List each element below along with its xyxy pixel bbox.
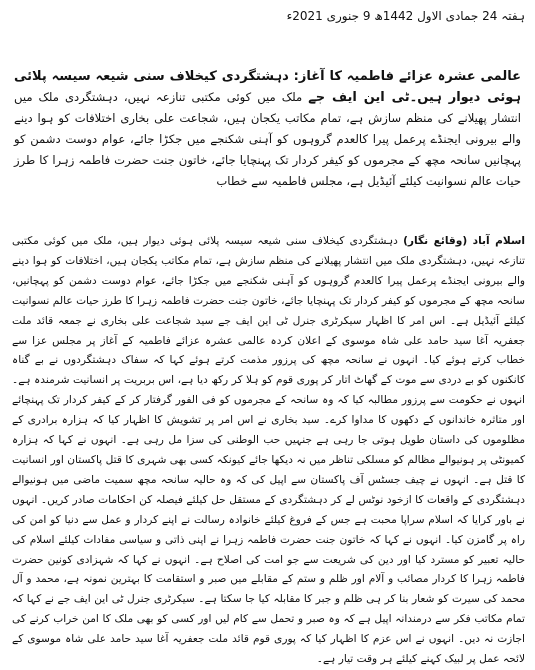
body-lead: اسلام آباد (وقائع نگار) bbox=[403, 235, 526, 247]
article-body bbox=[12, 232, 525, 670]
headline: عالمی عشرہ عزائے فاطمیہ کا آغاز: دہشتگردی کیخلاف سنی شیعہ سیسہ پلائی ہوئی دیوار ہیں۔ٹی این ایف جے bbox=[14, 69, 522, 105]
headline-block bbox=[14, 66, 521, 192]
dateline: ہفتہ 24 جمادی الاول 1442ھ 9 جنوری 2021ء bbox=[286, 9, 525, 23]
summary: ملک میں کوئی مکتبی تنازعہ نہیں، دہشتگردی ملک میں انتشار پھیلانے کی منظم سازش ہے، تمام مکاتب یکجان ہیں، شجاعت علی بخاری اختلافات کو ہوا دینے والے بیرونی ایجنڈے پرعمل پیرا کالعدم گروہوں کو آہنی شکنجے میں جکڑا جائے، عوام دوست دشمن کو پہچانیں سانحہ مچھ کے مجرموں کو کیفر کردار تک پہنچایا جائے، خاتون جنت حضرت فاطمہ زہرا کا طرز حیات عالم نسوانیت کیلئے آئیڈیل ہے، مجلس فاطمیہ سے خطاب bbox=[14, 90, 521, 188]
body-text: دہشتگردی کیخلاف سنی شیعہ سیسہ پلائی ہوئی دیوار ہیں، ملک میں کوئی مکتبی تنازعہ نہیں، دہشتگردی ملک میں انتشار پھیلانے کی منظم سازش ہے، تمام مکاتب یکجان ہیں، اختلافات کو ہوا دینے والے بیرونی ایجنڈے پرعمل پیرا کالعدم گروہوں کو آہنی شکنجے میں جکڑا جائے، عوام دوست دشمن کو پہچانیں، سانحہ مچھ کے مجرموں کو کیفر کردار تک پہنچایا جائے، خاتون جنت حضرت فاطمہ زہرا کا طرز حیات عالم نسوانیت کیلئے آئیڈیل ہے۔ اس امر کا اظہار سیکرٹری جنرل ٹی این ایف جے سید شجاعت علی بخاری نے جمعہ قائد ملت جعفریہ آغا سید حامد علی شاہ موسوی کے اعلان کردہ عالمی عشرہ عزائے فاطمیہ کے آغاز پر مجلس عزا سے خطاب کرتے ہوئے کیا۔ انہوں نے سانحہ مچھ کی پرزور مذمت کرتے ہوئے کہا کہ سفاک دہشتگردوں نے بے گناہ کانکنوں کو بے دردی سے موت کے گھاٹ اتار کر پوری قوم کو ہلا کر رکھ دیا ہے، اس بربریت پر انسانیت شرمندہ ہے۔ انہوں نے حکومت سے پرزور مطالبہ کیا کہ وہ سانحہ کے مجرموں کو فی الفور گرفتار کر کے کیفر کردار تک پہنچائے اور متاثرہ خاندانوں کے دکھوں کا مداوا کرے۔ سید بخاری نے اس امر پر تشویش کا اظہار کیا کہ ہزارہ برادری کے مظلوموں کی داستان طویل ہوتی جا رہی ہے جنہیں حب الوطنی کی سزا مل رہی ہے۔ انہوں نے کہا کہ ہزارہ کمیونٹی پر ہونیوالے مظالم کو مسلکی تناظر میں نہ دیکھا جائے کیونکہ کسی بھی شہری کا قتل پاکستان اور انسانیت کا قتل ہے۔ انہوں نے چیف جسٹس آف پاکستان سے اپیل کی کہ وہ حالیہ سانحہ مچھ سمیت ماضی میں ہونیوالے دہشتگردی کے واقعات کا ازخود نوٹس لے کر دہشتگردی کے مستقل حل کیلئے فیصلہ کن احکامات صادر کریں۔ انہوں نے باور کرایا کہ اسلام سراپا محبت ہے جس کے فروغ کیلئے خانوادہ رسالت نے اپنے کردار و عمل سے دنیا کو امن کی راہ پر گامزن کیا۔ انہوں نے کہا کہ خاتون جنت حضرت فاطمہ زہرا نے اپنی ذاتی و سیاسی مفادات کیلئے اسلام کی حالیہ تعبیر کو مسترد کیا اور دین کی شریعت سے جو امت کی اصلاح ہے۔ انہوں نے کہا کہ شہزادی کونین حضرت فاطمہ زہرا کا کردار مصائب و آلام اور ظلم و ستم کے مقابلے میں صبر و استقامت کا بہترین نمونہ ہے، محمد و آل محمد کی سیرت کو شعار بنا کر ہی ظلم و جبر کا مقابلہ کیا جا سکتا ہے۔ سیکرٹری جنرل ٹی این ایف جے نے کہا کہ تمام مکاتب فکر سے درمندانہ اپیل ہے کہ وہ صبر و تحمل سے کام لیں اور کسی کو بھی ملک کا امن خراب کرنے کی اجازت نہ دیں۔ انہوں نے اس عزم کا اظہار کیا کہ پوری قوم قائد ملت جعفریہ آغا سید حامد علی شاہ موسوی کے لائحہ عمل پر لبیک کہنے کیلئے ہر وقت تیار ہے۔ bbox=[12, 235, 525, 666]
